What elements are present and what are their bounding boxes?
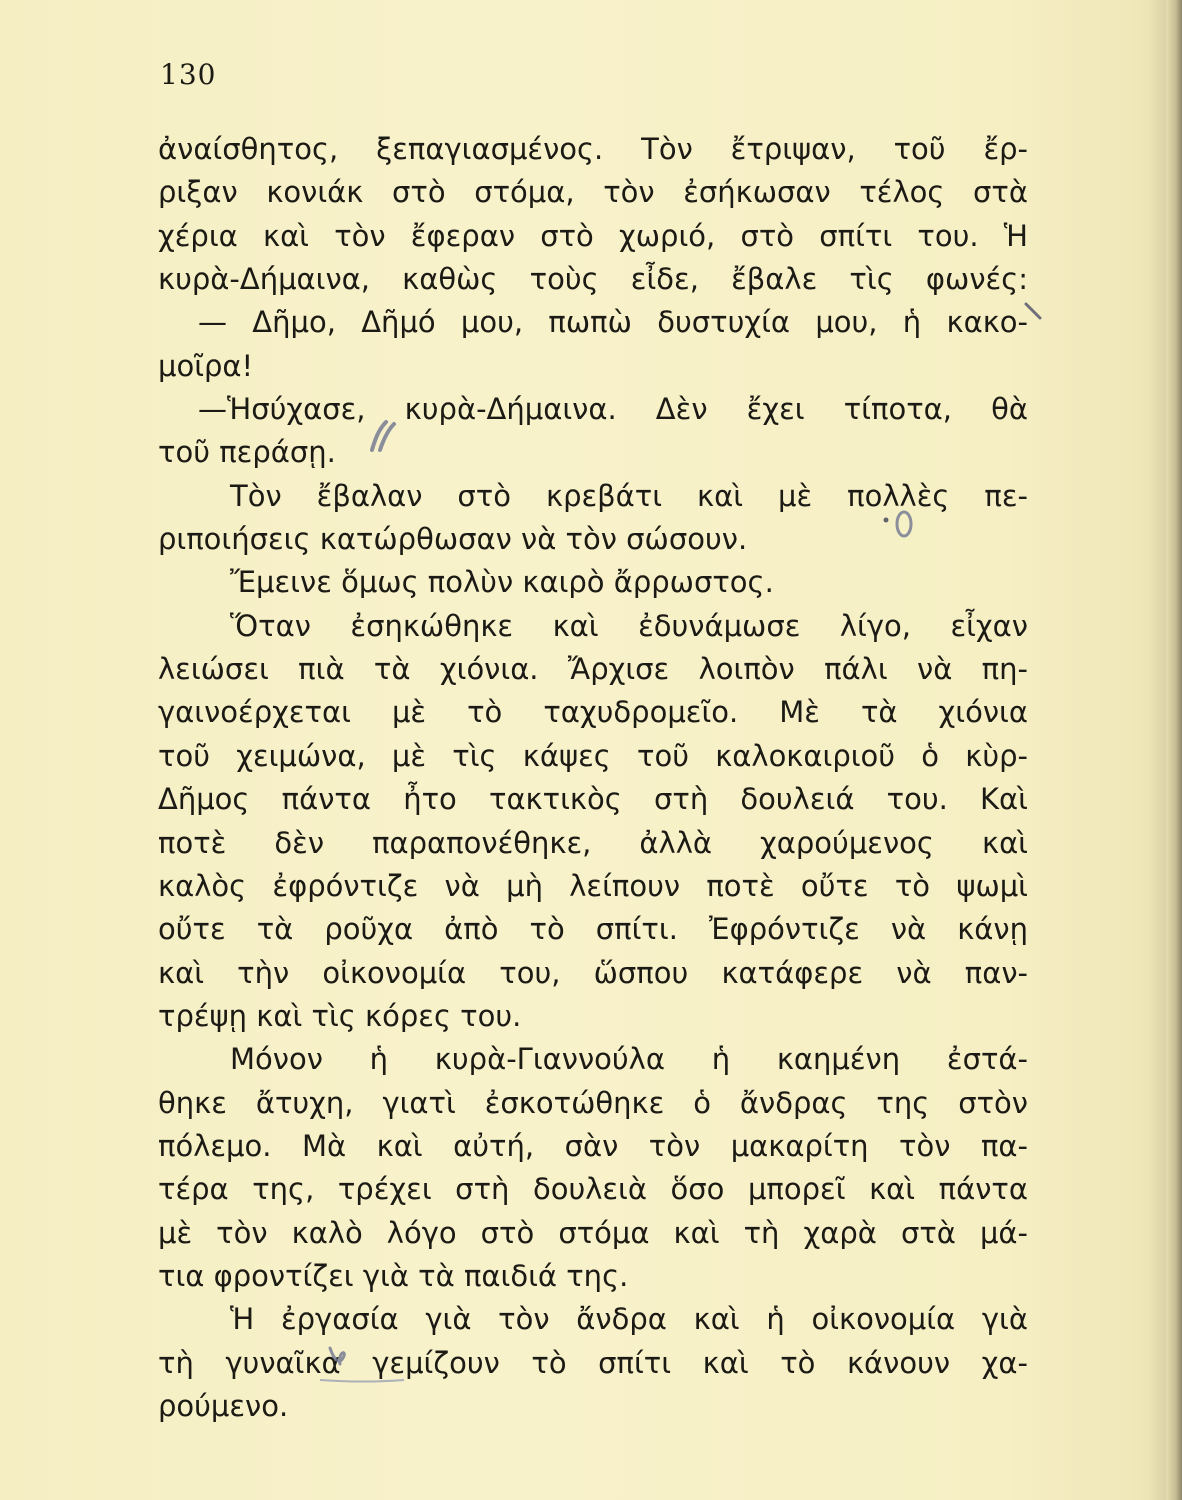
text-line: Τὸν ἔβαλαν στὸ κρεβάτι καὶ μὲ πολλὲς πε- xyxy=(230,478,1028,513)
text-line: μὲ τὸν καλὸ λόγο στὸ στόμα καὶ τὴ χαρὰ στὰ μά- xyxy=(158,1215,1028,1250)
text-line: τια φροντίζει γιὰ τὰ παιδιά της. xyxy=(158,1258,629,1293)
text-line: μοῖρα! xyxy=(158,348,254,383)
text-line: καὶ τὴν οἰκονομία του, ὥσπου κατάφερε νὰ παν- xyxy=(158,955,1028,990)
text-line: Ἡ ἐργασία γιὰ τὸν ἄνδρα καὶ ἡ οἰκονομία γιὰ xyxy=(230,1302,1028,1337)
text-line: τοῦ χειμώνα, μὲ τὶς κάψες τοῦ καλοκαιριοῦ ὁ κὺρ- xyxy=(158,738,1028,773)
text-line: καλὸς ἐφρόντιζε νὰ μὴ λείπουν ποτὲ οὔτε τὸ ψωμὶ xyxy=(158,868,1028,903)
text-line: κυρὰ-Δήμαινα, καθὼς τοὺς εἶδε, ἔβαλε τὶς φωνές: xyxy=(158,262,1028,297)
pencil-scribble-mark xyxy=(362,416,402,456)
text-line: ριποιήσεις κατώρθωσαν νὰ τὸν σώσουν. xyxy=(158,522,748,557)
text-line: Δῆμος πάντα ἦτο τακτικὸς στὴ δουλειά του. Καὶ xyxy=(158,782,1028,817)
text-line: λειώσει πιὰ τὰ χιόνια. Ἄρχισε λοιπὸν πάλι νὰ πη- xyxy=(158,652,1028,687)
pencil-circle-mark xyxy=(880,506,916,546)
page-edge-shadow xyxy=(1166,0,1182,1500)
text-line: ποτὲ δὲν παραπονέθηκε, ἀλλὰ χαρούμενος καὶ xyxy=(158,825,1028,860)
text-line: ἀναίσθητος, ξεπαγιασμένος. Τὸν ἔτριψαν, τοῦ ἔρ- xyxy=(158,132,1028,166)
text-line: — Δῆμο, Δῆμό μου, πωπὼ δυστυχία μου, ἡ κακο- xyxy=(198,305,1028,340)
text-line: ριξαν κονιάκ στὸ στόμα, τὸν ἐσήκωσαν τέλος στὰ xyxy=(158,175,1028,210)
text-line: πόλεμο. Μὰ καὶ αὐτή, σὰν τὸν μακαρίτη τὸν πα- xyxy=(158,1128,1028,1163)
text-line: οὔτε τὰ ροῦχα ἀπὸ τὸ σπίτι. Ἐφρόντιζε νὰ κάνῃ xyxy=(158,912,1028,947)
text-line: θηκε ἄτυχη, γιατὶ ἐσκοτώθηκε ὁ ἄνδρας της στὸν xyxy=(158,1085,1028,1120)
body-text xyxy=(158,128,1028,1428)
text-line: τέρα της, τρέχει στὴ δουλειὰ ὅσο μπορεῖ καὶ πάντα xyxy=(158,1172,1028,1207)
text-line: Ὅταν ἐσηκώθηκε καὶ ἐδυνάμωσε λίγο, εἶχαν xyxy=(230,608,1028,643)
pencil-underline-mark xyxy=(318,1340,408,1390)
text-line: Ἔμεινε ὅμως πολὺν καιρὸ ἄρρωστος. xyxy=(230,565,774,600)
text-line: ρούμενο. xyxy=(158,1388,289,1423)
page-number: 130 xyxy=(160,58,217,91)
pencil-tick-mark xyxy=(1022,300,1046,324)
text-line: —Ἡσύχασε, κυρὰ-Δήμαινα. Δὲν ἔχει τίποτα, θὰ xyxy=(198,392,1028,427)
text-line: γαινοέρχεται μὲ τὸ ταχυδρομεῖο. Μὲ τὰ χιόνια xyxy=(158,695,1028,730)
text-line: τρέψῃ καὶ τὶς κόρες του. xyxy=(158,998,522,1033)
text-line: χέρια καὶ τὸν ἔφεραν στὸ χωριό, στὸ σπίτι του. Ἡ xyxy=(158,218,1028,253)
text-line: τοῦ περάσῃ. xyxy=(158,435,336,470)
text-line: τὴ γυναῖκα γεμίζουν τὸ σπίτι καὶ τὸ κάνουν χα- xyxy=(158,1345,1028,1380)
text-line: Μόνον ἡ κυρὰ-Γιαννούλα ἡ καημένη ἐστά- xyxy=(230,1042,1028,1077)
